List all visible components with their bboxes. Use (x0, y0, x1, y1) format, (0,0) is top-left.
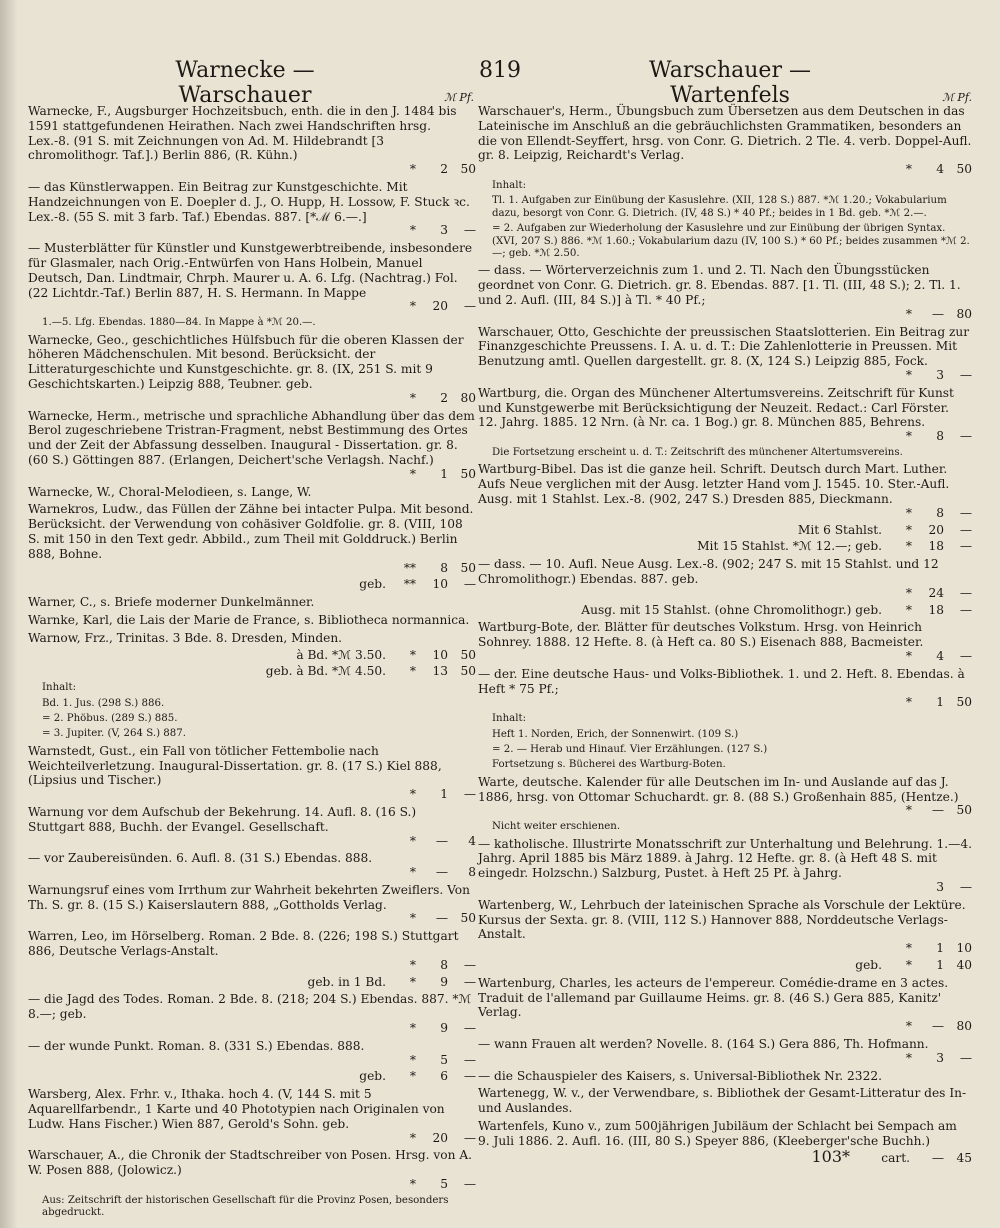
entry-text: Warnekros, Ludw., das Füllen der Zähne bei intacter Pulpa. Mit besond. Berücksicht. der Verwendung von cohäsiver Goldfolie. gr. 8. (VIII, 108 S. mit 150 in den Text gedr. Abbild., zum Theil mit Golddruck.) Berlin 888, Bohne. (28, 502, 474, 561)
entry-text: — dass. — 10. Aufl. Neue Ausg. Lex.-8. (902; 247 S. mit 15 Stahlst. und 12 Chromolithogr.) Ebendas. 887. geb. (478, 557, 939, 586)
entry-text: — die Jagd des Todes. Roman. 2 Bde. 8. (218; 204 S.) Ebendas. 887. *ℳ 8.—; geb. (28, 992, 472, 1022)
price-asterisks: * (905, 585, 912, 600)
entry-text: Warnungsruf eines vom Irrthum zur Wahrheit bekehrten Zweiflers. Von Th. S. gr. 8. (15 S.) Kaiserslautern 888, „Gottholds Verlag. (28, 882, 470, 912)
catalog-entry (28, 664, 476, 679)
catalog-entry (28, 241, 476, 314)
catalog-entry (28, 992, 476, 1035)
price-asterisks: * (905, 539, 912, 554)
entry-note (478, 744, 972, 756)
entry-text: Warren, Leo, im Hörselberg. Roman. 2 Bde. 8. (226; 198 S.) Stuttgart 886, Deutsche Verlags-Anstalt. (28, 929, 459, 959)
price-marks: 8 (440, 560, 448, 575)
price-marks: 6 (440, 1069, 448, 1084)
entry-text: Wartburg, die. Organ des Münchener Altertumsvereins. Zeitschrift für Kunst und Kunstgewerbe mit Berücksichtigung der Neuzeit. Redact.: Carl Förster. 12. Jahrg. 1885. 12 Nrn. (à Nr. ca. 1 Bog.) gr. 8. München 885, Behrens. (478, 385, 954, 430)
entry-text: Wartenburg, Charles, les acteurs de l'empereur. Comédie-drame en 3 actes. Traduit de l'allemand par Guillaume Heims. gr. 8. (46 S.) Gera 885, Kanitz' Verlag. (478, 975, 949, 1020)
price-line (478, 1151, 972, 1166)
price-marks: — (931, 803, 944, 818)
price-asterisks: * (905, 957, 912, 972)
entry-text: Bd. 1. Jus. (298 S.) 886. (42, 697, 165, 709)
price-marks: — (931, 306, 944, 321)
entry-text: — der. Eine deutsche Haus- und Volks-Bibliothek. 1. und 2. Heft. 8. Ebendas. à Heft * 75 Pf.; (478, 666, 965, 696)
price-line (478, 539, 972, 554)
price-marks: 20 (432, 1130, 448, 1145)
catalog-entry (478, 1119, 972, 1149)
entry-text: = 3. Jupiter. (V, 264 S.) 887. (42, 728, 186, 740)
price-asterisks: * (905, 941, 912, 956)
price-pfennig: — (959, 429, 972, 444)
price-marks: 8 (440, 957, 448, 972)
price-label: geb. in 1 Bd. (307, 974, 386, 989)
entry-text: Warnecke, Herm., metrische und sprachliche Abhandlung über das dem Berol zugeschriebene Tristran-Fragment, nebst Bestimmung des Ortes und der Zeit der Abfassung desselben. Inaugural - Dissertation. gr. 8. (60 S.) Göttingen 887. (Erlangen, Deichert'sche Verlagsh. Nachf.) (28, 408, 475, 467)
price-label: Mit 6 Stahlst. (797, 522, 882, 537)
left-entries (28, 104, 476, 1220)
price-asterisks: * (409, 1177, 416, 1192)
catalog-entry (28, 1069, 476, 1084)
currency-unit-label: ℳ Pf. (444, 91, 474, 104)
price-pfennig: 50 (956, 695, 972, 710)
price-line (28, 648, 476, 663)
catalog-entry (478, 898, 972, 956)
entry-text: Inhalt: (42, 682, 77, 694)
catalog-entry (478, 603, 972, 618)
catalog-entry (28, 595, 476, 610)
catalog-entry (478, 775, 972, 818)
price-marks: — (435, 911, 448, 926)
catalog-entry (478, 557, 972, 600)
price-marks: 9 (440, 974, 448, 989)
currency-unit-label: ℳ Pf. (942, 91, 972, 104)
catalog-entry (28, 929, 476, 972)
price-line (28, 577, 476, 592)
price-line (478, 368, 972, 383)
price-pfennig: — (959, 539, 972, 554)
price-line (478, 429, 972, 444)
price-asterisks: * (905, 695, 912, 710)
price-marks: 10 (432, 577, 448, 592)
price-marks: 2 (440, 162, 448, 177)
catalog-entry (478, 386, 972, 444)
price-pfennig: 50 (956, 162, 972, 177)
price-pfennig: — (463, 577, 476, 592)
price-line (28, 911, 476, 926)
catalog-entry (28, 631, 476, 646)
entry-text: Warsberg, Alex. Frhr. v., Ithaka. hoch 4. (V, 144 S. mit 5 Aquarellfarbendr., 1 Karte und 40 Phototypien nach Originalen von Ludw. Hans Fischer.) Wien 887, Gerold's Sohn. geb. (28, 1087, 445, 1131)
price-asterisks: * (905, 505, 912, 520)
price-marks: 18 (928, 602, 944, 617)
price-pfennig: 50 (956, 803, 972, 818)
entry-text: = 2. Aufgaben zur Wiederholung der Kasuslehre und zur Einübung der übrigen Syntax. (XVI, 207 S.) 886. *ℳ 1.60.; Vokabularium dazu (IV, 100 S.) * 60 Pf.; beides zusammen *ℳ 2.—; geb. *ℳ 2.50. (492, 223, 970, 260)
price-line (28, 561, 476, 576)
entry-note (478, 180, 972, 192)
price-marks: 8 (936, 429, 944, 444)
price-line (28, 162, 476, 177)
signature-mark: 103* (811, 1147, 850, 1166)
price-marks: 13 (432, 664, 448, 679)
price-asterisks: * (409, 299, 416, 314)
price-asterisks: * (409, 974, 416, 989)
entry-text: Tl. 1. Aufgaben zur Einübung der Kasuslehre. (XII, 128 S.) 887. *ℳ 1.20.; Vokabularium dazu, besorgt von Conr. G. Dietrich. (IV, 48 S.) * 40 Pf.; beides in 1 Bd. geb. *ℳ 2.—. (492, 195, 947, 219)
entry-text: Wartburg-Bote, der. Blätter für deutsches Volkstum. Hrsg. von Heinrich Sohnrey. 1888. 12 Hefte. 8. (à Heft ca. 80 S.) Eisenach 888, Bacmeister. (478, 620, 924, 650)
price-marks: 10 (432, 647, 448, 662)
price-asterisks: * (905, 803, 912, 818)
price-marks: 8 (936, 505, 944, 520)
price-line (28, 1053, 476, 1068)
catalog-entry (478, 1037, 972, 1066)
entry-note (478, 729, 972, 741)
price-pfennig: — (463, 223, 476, 238)
catalog-entry (478, 1069, 972, 1084)
price-line (478, 523, 972, 538)
price-pfennig: 4 (468, 833, 476, 848)
price-line (478, 162, 972, 177)
price-asterisks: * (905, 522, 912, 537)
price-pfennig: — (463, 1130, 476, 1145)
catalog-entry (28, 648, 476, 663)
price-pfennig: — (959, 368, 972, 382)
entry-text: Aus: Zeitschrift der historischen Gesellschaft für die Provinz Posen, besonders abgedruckt. (42, 1194, 449, 1219)
entry-text: — katholische. Illustrirte Monatsschrift zur Unterhaltung und Belehrung. 1.—4. Jahrg. April 1885 bis März 1889. à Jahrg. 12 Hefte. gr. 8. (à Heft 48 S. mit eingedr. Holzschn.) Salzburg, Pustet. à Heft 25 Pf. à Jahrg. (478, 836, 972, 881)
price-marks: 4 (936, 162, 944, 177)
price-asterisks: * (409, 787, 416, 802)
price-pfennig: — (463, 1177, 476, 1192)
price-pfennig: 50 (460, 911, 476, 926)
price-asterisks: * (409, 911, 416, 926)
price-marks: 20 (432, 299, 448, 314)
price-marks: 5 (440, 1177, 448, 1192)
entry-text: — dass. — Wörterverzeichnis zum 1. und 2. Tl. Nach den Übungsstücken geordnet von Conr. G. Dietrich. gr. 8. Ebendas. 887. [1. Tl. (III, 48 S.); 2. Tl. 1. und 2. Aufl. (III, 84 S.)] à Tl. * 40 Pf.; (478, 263, 961, 308)
price-pfennig: 40 (956, 957, 972, 972)
price-asterisks: * (409, 647, 416, 662)
entry-text: Inhalt: (492, 713, 527, 725)
price-asterisks: * (905, 1019, 912, 1034)
entry-text: Wartenegg, W. v., der Verwendbare, s. Bibliothek der Gesamt-Litteratur des In- und Auslandes. (478, 1086, 967, 1116)
catalog-entry (28, 744, 476, 802)
price-line (28, 958, 476, 973)
catalog-entry (478, 539, 972, 554)
catalog-entry (28, 502, 476, 575)
entry-text: = 2. Phöbus. (289 S.) 885. (42, 712, 178, 724)
catalog-entry (478, 523, 972, 538)
price-line (478, 941, 972, 956)
catalog-entry (478, 958, 972, 973)
price-marks: 2 (440, 390, 448, 405)
price-line (28, 975, 476, 990)
catalog-entry (478, 462, 972, 520)
price-line (28, 1177, 476, 1192)
price-line (28, 299, 476, 314)
price-asterisks: * (409, 466, 416, 481)
price-marks: 20 (928, 522, 944, 537)
page-fold-shadow (0, 0, 18, 1228)
price-pfennig: 80 (956, 306, 972, 321)
catalog-entry (28, 333, 476, 406)
entry-note (478, 223, 972, 260)
price-pfennig: — (463, 1021, 476, 1036)
price-marks: 9 (440, 1021, 448, 1036)
catalog-entry (28, 180, 476, 238)
price-pfennig: 8 (468, 865, 476, 880)
entry-text: Heft 1. Norden, Erich, der Sonnenwirt. (109 S.) (492, 728, 739, 740)
price-marks: 4 (936, 648, 944, 663)
price-pfennig: — (959, 648, 972, 663)
price-marks: 1 (440, 787, 448, 802)
entry-text: Warschauer, Otto, Geschichte der preussischen Staatslotterien. Ein Beitrag zur Finanzgeschichte Preussens. I. A. u. d. T.: Die Zahlenlotterie in Preussen. Mit Benutzung amtl. Quellen dargestellt. gr. 8. (X, 124 S.) Leipzig 885, Fock. (478, 324, 970, 369)
catalog-entry (478, 263, 972, 321)
price-asterisks: * (409, 1069, 416, 1084)
price-label: Mit 15 Stahlst. *ℳ 12.—; geb. (697, 539, 882, 554)
price-asterisks: ** (403, 577, 416, 592)
entry-text: Wartenfels, Kuno v., zum 500jährigen Jubiläum der Schlacht bei Sempach am 9. Juli 1886. 2. Aufl. 16. (III, 80 S.) Speyer 886, (Kleeberger'sche Buchh.) (478, 1118, 957, 1148)
entry-text: Warnecke, F., Augsburger Hochzeitsbuch, enth. die in den J. 1484 bis 1591 stattgefundenen Heirathen. Nach zwei Handschriften hrsg. Lex.-8. (91 S. mit Zeichnungen von Ad. M. Hildebrandt [3 chromolithogr. Taf.].) Berlin 886, (R. Kühn.) (28, 104, 457, 163)
entry-text: Nicht weiter erschienen. (492, 821, 621, 833)
catalog-entry (28, 104, 476, 177)
price-pfennig: 50 (460, 647, 476, 662)
catalog-entry (478, 1151, 972, 1166)
entry-text: Warner, C., s. Briefe moderner Dunkelmänner. (28, 595, 315, 610)
catalog-entry (28, 613, 476, 628)
entry-text: — das Künstlerwappen. Ein Beitrag zur Kunstgeschichte. Mit Handzeichnungen von E. Doepler d. J., O. Hupp, H. Lossow, F. Stuck ꝛc. Lex.-8. (55 S. mit 3 farb. Taf.) Ebendas. 887. [*ℳ 6.—.] (28, 179, 470, 224)
price-marks: 1 (936, 941, 944, 956)
price-asterisks: ** (403, 560, 416, 575)
price-line (28, 1131, 476, 1146)
price-line (28, 787, 476, 802)
price-line (28, 391, 476, 406)
price-line (28, 467, 476, 482)
price-line (28, 1069, 476, 1084)
price-marks: 5 (440, 1052, 448, 1067)
entry-note (478, 447, 972, 459)
entry-text: Inhalt: (492, 179, 527, 191)
price-label: geb. à Bd. *ℳ 4.50. (265, 664, 386, 679)
entry-note (28, 698, 476, 710)
catalog-entry (28, 1039, 476, 1068)
entry-text: Fortsetzung s. Bücherei des Wartburg-Boten. (492, 759, 726, 771)
price-line (478, 803, 972, 818)
price-asterisks: * (409, 1130, 416, 1145)
price-asterisks: * (905, 1050, 912, 1065)
catalog-entry (478, 325, 972, 383)
header-right-title: Warschauer — Wartenfels (649, 58, 811, 108)
header-left-title: Warnecke — Warschauer (175, 58, 315, 108)
price-asterisks: * (409, 390, 416, 405)
price-line (478, 958, 972, 973)
price-pfennig: — (959, 505, 972, 520)
entry-text: Warnecke, W., Choral-Melodieen, s. Lange, W. (28, 484, 312, 499)
entry-text: — Musterblätter für Künstler und Kunstgewerbtreibende, insbesondere für Glasmaler, nach Orig.-Entwürfen von Hans Holbein, Manuel Deutsch, Dan. Lindtmair, Chrph. Maurer u. A. 6. Lfg. (Nachtrag.) Fol. (22 Lichtdr.-Taf.) Berlin 887, H. S. Hermann. In Mappe (28, 241, 473, 300)
catalog-entry (28, 485, 476, 500)
price-asterisks: * (905, 162, 912, 177)
price-marks: 1 (440, 466, 448, 481)
price-marks: — (931, 1019, 944, 1034)
price-line (478, 307, 972, 322)
price-line (28, 664, 476, 679)
price-pfennig: 50 (460, 466, 476, 481)
price-marks: 3 (936, 368, 944, 382)
price-pfennig: — (463, 974, 476, 989)
price-asterisks: * (905, 602, 912, 617)
price-marks: 3 (936, 879, 944, 894)
price-line (478, 603, 972, 618)
entry-text: Warnecke, Geo., geschichtliches Hülfsbuch für die oberen Klassen der höheren Mädchenschulen. Mit besond. Berücksicht. der Litteraturgeschichte und Kunstgeschichte. gr. 8. (IX, 251 S. mit 9 Geschichtskarten.) Leipzig 888, Teubner. geb. (28, 332, 464, 391)
price-asterisks: * (409, 664, 416, 679)
price-line (478, 1019, 972, 1034)
price-marks: 1 (936, 957, 944, 972)
price-asterisks: * (905, 648, 912, 663)
price-marks: — (435, 865, 448, 880)
price-pfennig: — (463, 1052, 476, 1067)
price-marks: 18 (928, 539, 944, 554)
price-pfennig: 80 (956, 1019, 972, 1034)
price-label: geb. (359, 577, 386, 592)
price-asterisks: * (409, 1052, 416, 1067)
right-entries (478, 104, 972, 1165)
right-column (478, 92, 972, 1168)
entry-text: Warnstedt, Gust., ein Fall von tötlicher Fettembolie nach Weichteilverletzung. Inaugural-Dissertation. gr. 8. (17 S.) Kiel 888, (Lipsius und Tischer.) (28, 743, 442, 788)
catalog-entry (478, 976, 972, 1034)
price-pfennig: — (959, 522, 972, 537)
entry-note (478, 759, 972, 771)
price-asterisks: * (905, 368, 912, 382)
price-pfennig: 80 (460, 390, 476, 405)
price-label: geb. (855, 957, 882, 972)
price-asterisks: * (409, 865, 416, 880)
catalog-entry (28, 883, 476, 926)
price-marks: 3 (440, 223, 448, 238)
entry-note (28, 1195, 476, 1220)
price-pfennig: 10 (956, 941, 972, 956)
entry-text: — wann Frauen alt werden? Novelle. 8. (164 S.) Gera 886, Th. Hofmann. (478, 1036, 929, 1051)
price-marks: 24 (928, 585, 944, 600)
page-number: 819 (479, 58, 521, 83)
price-asterisks: * (409, 1021, 416, 1036)
price-pfennig: — (959, 1050, 972, 1065)
price-pfennig: 50 (460, 162, 476, 177)
price-line (478, 1051, 972, 1066)
entry-text: Warschauer's, Herm., Übungsbuch zum Übersetzen aus dem Deutschen in das Lateinische im Anschluß an die gebräuchlichsten Grammatiken, besonders an die von Ellendt-Seyffert, hrsg. von Conr. G. Dietrich. 2 Tle. 4. verb. Doppel-Aufl. gr. 8. Leipzig, Reichardt's Verlag. (478, 104, 972, 163)
price-line (478, 880, 972, 895)
entry-text: = 2. — Herab und Hinauf. Vier Erzählungen. (127 S.) (492, 743, 768, 755)
price-asterisks: * (409, 833, 416, 848)
catalog-entry (28, 1087, 476, 1145)
price-asterisks: * (905, 429, 912, 444)
catalog-entry (28, 1148, 476, 1191)
entry-text: — die Schauspieler des Kaisers, s. Universal-Bibliothek Nr. 2322. (478, 1068, 882, 1083)
price-label: à Bd. *ℳ 3.50. (296, 647, 386, 662)
price-asterisks: * (905, 306, 912, 321)
price-pfennig: 50 (460, 664, 476, 679)
price-marks: 1 (936, 695, 944, 710)
price-pfennig: — (463, 787, 476, 802)
price-pfennig: 50 (460, 560, 476, 575)
catalog-entry (478, 667, 972, 710)
price-pfennig: — (463, 1069, 476, 1084)
catalog-entry (28, 805, 476, 848)
price-pfennig: — (463, 299, 476, 314)
price-line (28, 223, 476, 238)
entry-text: — der wunde Punkt. Roman. 8. (331 S.) Ebendas. 888. (28, 1038, 365, 1053)
entry-note (478, 821, 972, 833)
catalog-entry (28, 975, 476, 990)
catalog-entry (478, 837, 972, 895)
price-marks: 3 (936, 1050, 944, 1065)
catalog-entry (28, 851, 476, 880)
catalog-entry (478, 104, 972, 177)
price-line (478, 695, 972, 710)
catalog-entry (478, 620, 972, 663)
price-label: cart. (881, 1150, 910, 1165)
entry-text: Warnung vor dem Aufschub der Bekehrung. 14. Aufl. 8. (16 S.) Stuttgart 888, Buchh. der Evangel. Gesellschaft. (28, 804, 417, 834)
price-line (478, 649, 972, 664)
entry-text: 1.—5. Lfg. Ebendas. 1880—84. In Mappe à *ℳ 20.—. (42, 317, 316, 329)
price-pfennig: 45 (956, 1150, 972, 1165)
price-line (28, 1021, 476, 1036)
price-label: geb. (359, 1069, 386, 1084)
price-line (478, 586, 972, 601)
catalog-entry (28, 577, 476, 592)
price-pfennig: — (959, 585, 972, 600)
price-line (28, 865, 476, 880)
price-asterisks: * (409, 162, 416, 177)
entry-note (478, 195, 972, 220)
entry-note (28, 682, 476, 694)
price-pfennig: — (959, 879, 972, 894)
entry-text: Die Fortsetzung erscheint u. d. T.: Zeitschrift des münchener Altertumsvereins. (492, 446, 903, 458)
entry-note (28, 317, 476, 329)
entry-text: Warnke, Karl, die Lais der Marie de France, s. Bibliotheca normannica. (28, 612, 470, 627)
entry-text: Wartburg-Bibel. Das ist die ganze heil. Schrift. Deutsch durch Mart. Luther. Aufs Neue verglichen mit der Ausg. letzter Hand vom J. 1545. 10. Ster.-Aufl. Ausg. mit 1 Stahlst. Lex.-8. (902, 247 S.) Dresden 885, Dieckmann. (478, 462, 950, 506)
price-marks: — (931, 1150, 944, 1165)
catalog-entry (478, 1086, 972, 1116)
price-asterisks: * (409, 957, 416, 972)
price-label: Ausg. mit 15 Stahlst. (ohne Chromolithogr.) geb. (581, 602, 882, 617)
price-asterisks: * (409, 223, 416, 238)
price-pfennig: — (959, 602, 972, 617)
entry-text: Warte, deutsche. Kalender für alle Deutschen im In- und Auslande auf das J. 1886, hrsg. von Ottomar Schuchardt. gr. 8. (88 S.) Großenhain 885, (Hentze.) (478, 774, 959, 804)
entry-text: Warschauer, A., die Chronik der Stadtschreiber von Posen. Hrsg. von A. W. Posen 888, (Jolowicz.) (28, 1148, 473, 1178)
left-column (28, 92, 476, 1223)
catalog-entry (28, 409, 476, 482)
price-line (28, 834, 476, 849)
entry-note (28, 713, 476, 725)
price-line (478, 506, 972, 521)
entry-note (28, 728, 476, 740)
entry-note (478, 713, 972, 725)
entry-text: — vor Zaubereisünden. 6. Aufl. 8. (31 S.) Ebendas. 888. (28, 851, 373, 866)
price-pfennig: — (463, 957, 476, 972)
price-marks: — (435, 833, 448, 848)
entry-text: Warnow, Frz., Trinitas. 3 Bde. 8. Dresden, Minden. (28, 630, 343, 645)
entry-text: Wartenberg, W., Lehrbuch der lateinischen Sprache als Vorschule der Lektüre. Kursus der Sexta. gr. 8. (VIII, 112 S.) Hannover 888, Norddeutsche Verlags-Anstalt. (478, 897, 966, 942)
